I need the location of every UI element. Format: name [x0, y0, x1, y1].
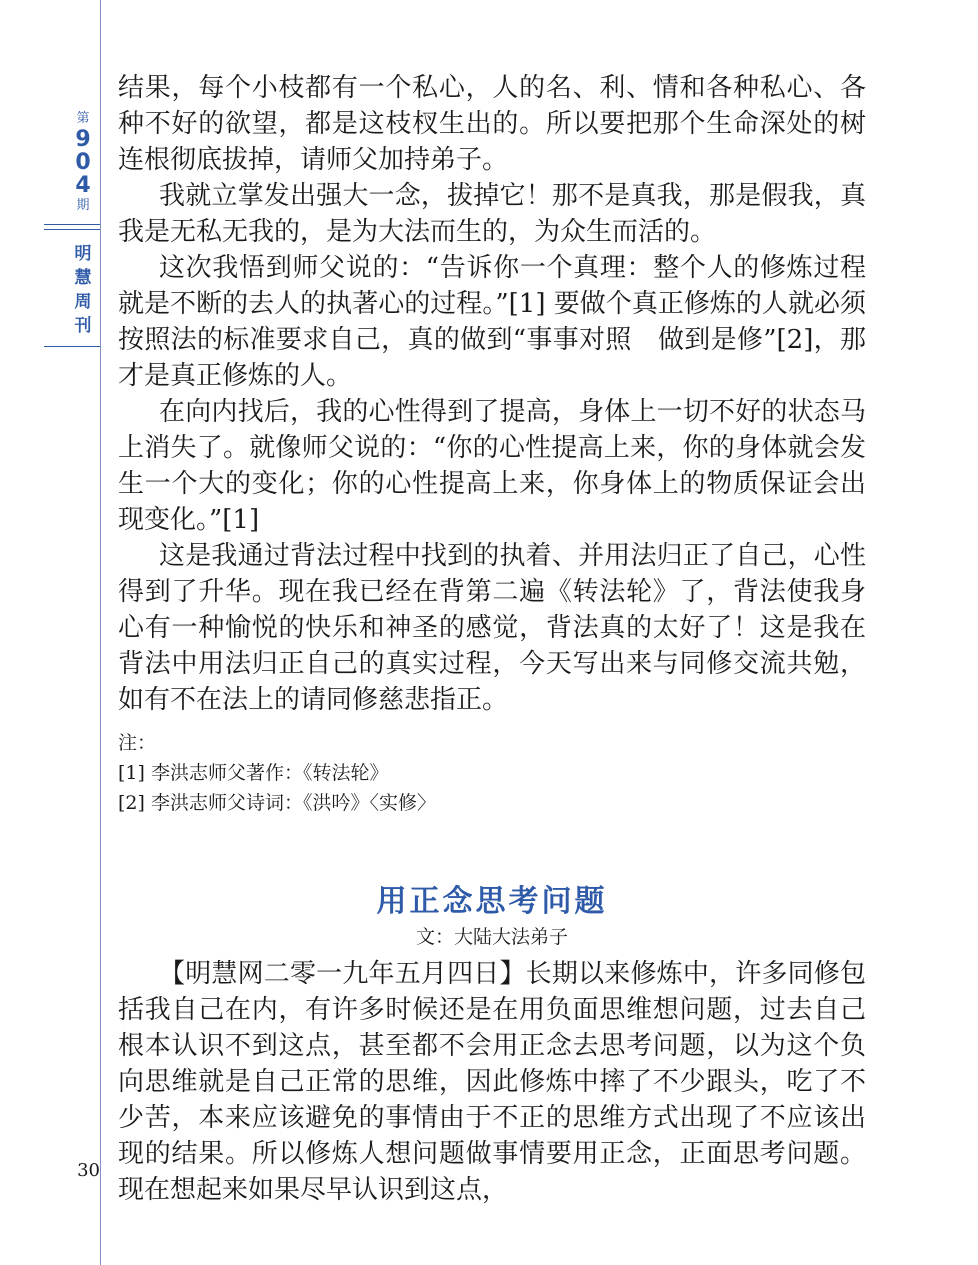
issue-prefix: 第 — [76, 111, 90, 126]
issue-suffix: 期 — [76, 198, 90, 213]
magazine-char: 慧 — [74, 268, 92, 288]
issue-digit: 4 — [75, 173, 91, 198]
sidebar-rule-bottom — [44, 346, 100, 347]
sidebar-rule-top-2 — [44, 229, 100, 230]
sidebar-divider — [100, 0, 101, 1265]
issue-digit: 9 — [75, 127, 91, 152]
article-paragraph: 这次我悟到师父说的：“告诉你一个真理：整个人的修炼过程就是不断的去人的执著心的过程。”[1] 要做个真正修炼的人就必须按照法的标准要求自己，真的做到“事事对照 做到是修”[2]，那才是真正修炼的人。 — [118, 253, 866, 391]
article-byline: 文：大陆大法弟子 — [415, 926, 568, 948]
sidebar-rule-top — [44, 224, 100, 225]
footnote: [2] 李洪志师父诗词：《洪吟》〈实修〉 — [118, 792, 436, 814]
issue-number-label — [66, 110, 100, 215]
article-paragraph-continued: 结果，每个小枝都有一个私心，人的名、利、情和各种私心、各种不好的欲望，都是这枝杈生出的。所以要把那个生命深处的树连根彻底拔掉，请师父加持弟子。 — [118, 73, 866, 175]
article-paragraph: 我就立掌发出强大一念，拔掉它！那不是真我，那是假我，真我是无私无我的，是为大法而生的，为众生而活的。 — [118, 181, 866, 247]
article-paragraph: 这是我通过背法过程中找到的执着、并用法归正了自己，心性得到了升华。现在我已经在背第二遍《转法轮》了，背法使我身心有一种愉悦的快乐和神圣的感觉，背法真的太好了！这是我在背法中用法归正自己的真实过程，今天写出来与同修交流共勉，如有不在法上的请同修慈悲指正。 — [118, 541, 866, 715]
magazine-char: 刊 — [74, 316, 92, 336]
article-paragraph: 【明慧网二零一九年五月四日】长期以来修炼中，许多同修包括我自己在内，有许多时候还是在用负面思维想问题，过去自己根本认识不到这点，甚至都不会用正念去思考问题，以为这个负向思维就是自己正常的思维，因此修炼中摔了不少跟头，吃了不少苦，本来应该避免的事情由于不正的思维方式出现了不应该出现的结果。所以修炼人想问题做事情要用正念，正面思考问题。现在想起来如果尽早认识到这点， — [118, 959, 866, 1205]
article-paragraph: 在向内找后，我的心性得到了提高，身体上一切不好的状态马上消失了。就像师父说的：“你的心性提高上来，你的身体就会发生一个大的变化；你的心性提高上来，你身体上的物质保证会出现变化。”[1] — [118, 397, 866, 535]
magazine-name — [66, 242, 100, 338]
page-number: 30 — [77, 1160, 100, 1181]
notes-label: 注： — [118, 732, 157, 754]
article-title: 用正念思考问题 — [376, 884, 608, 919]
magazine-char: 明 — [74, 244, 92, 264]
footnote: [1] 李洪志师父著作：《转法轮》 — [118, 762, 389, 784]
issue-digit: 0 — [75, 150, 91, 175]
magazine-char: 周 — [74, 292, 92, 312]
footnotes — [118, 728, 866, 818]
page-content — [118, 70, 866, 1208]
